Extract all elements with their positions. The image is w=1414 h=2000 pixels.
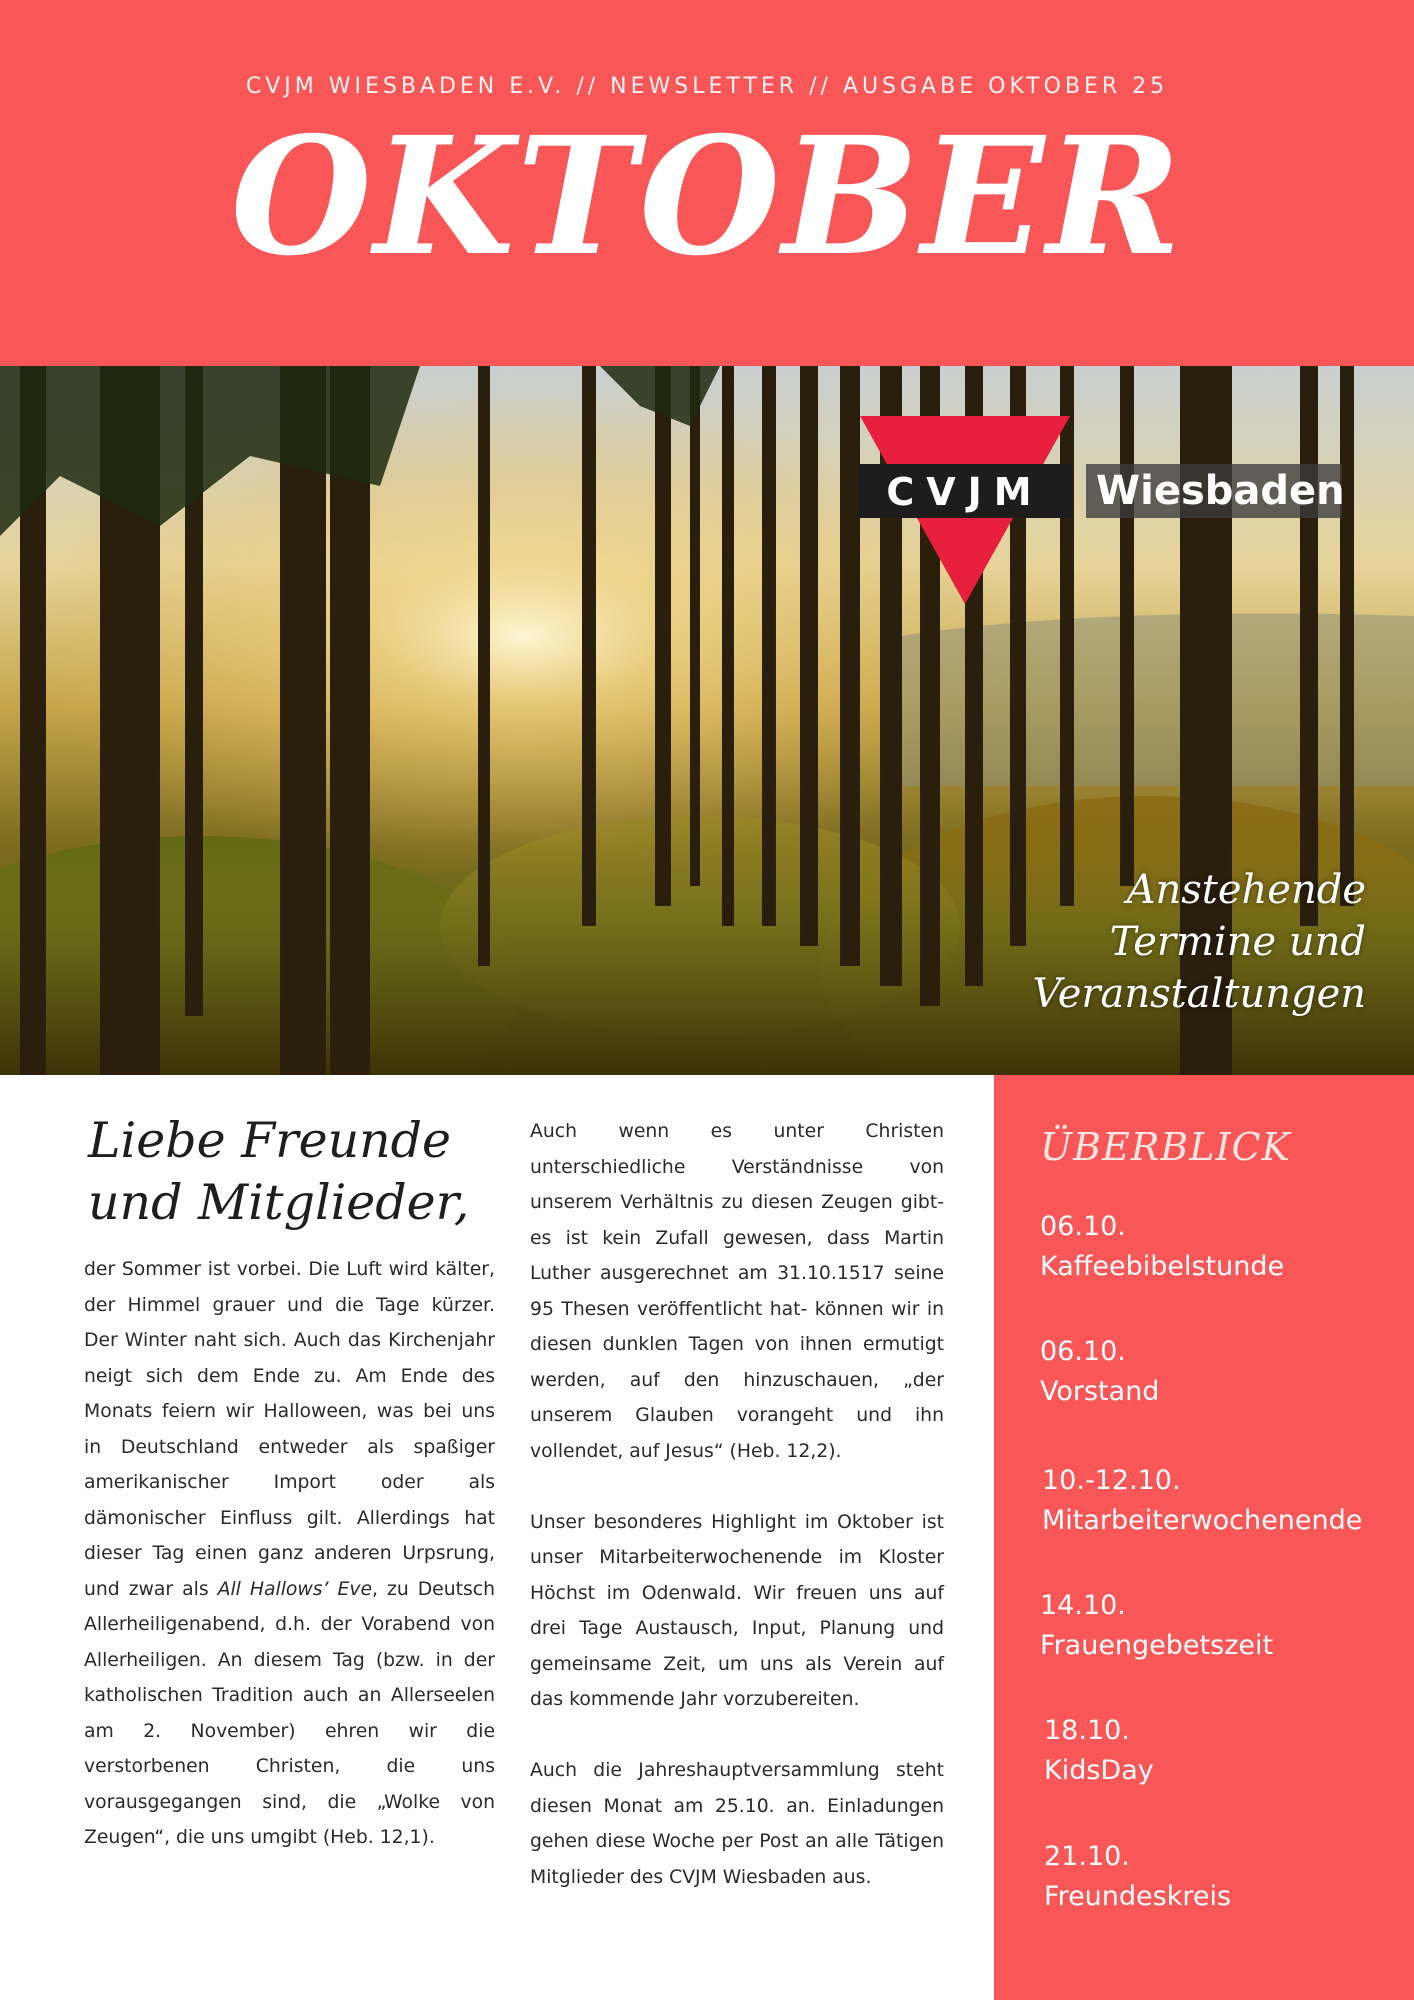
newsletter-kicker: CVJM WIESBADEN E.V. // NEWSLETTER // AUSGABE OKTOBER 25 <box>245 74 1169 99</box>
event-name: KidsDay <box>1044 1755 1154 1786</box>
event-date: 18.10. <box>1044 1715 1130 1746</box>
overview-sidebar <box>994 1075 1414 2000</box>
caption-line: Termine und <box>1109 919 1366 965</box>
greeting-line: Liebe Freunde <box>88 1112 452 1169</box>
event-item <box>1040 1332 1159 1412</box>
event-name: Frauengebetszeit <box>1040 1630 1274 1661</box>
event-item <box>1044 1711 1154 1791</box>
letter-column-1 <box>84 1252 495 1856</box>
overview-title: ÜBERBLICK <box>1040 1125 1291 1169</box>
hero-forest-image <box>0 366 1414 1075</box>
event-date: 10.-12.10. <box>1042 1465 1181 1496</box>
letter-column-2 <box>530 1114 944 1895</box>
emphasis-text: All Hallows’ Eve <box>217 1578 373 1600</box>
letter-paragraph: Auch die Jahreshauptversammlung steht diesen Monat am 25.10. an. Einladungen gehen diese Woche per Post an alle Tätigen Mitglieder des CVJM Wiesbaden aus. <box>530 1760 944 1888</box>
event-name: Vorstand <box>1040 1376 1160 1407</box>
logo-city: Wiesbaden <box>1086 464 1342 518</box>
hero-caption <box>966 864 1366 1020</box>
event-date: 06.10. <box>1040 1211 1126 1242</box>
caption-line: Anstehende <box>1126 867 1366 913</box>
event-name: Freundeskreis <box>1044 1881 1232 1912</box>
event-item <box>1040 1586 1273 1666</box>
letter-paragraph: Auch wenn es unter Christen unterschiedliche Verständnisse von unserem Verhältnis zu diesen Zeugen gibt- es ist kein Zufall gewesen, dass Martin Luther ausgerechnet am 31.10.1517 seine 95 Thesen veröffentlicht hat- können wir in diesen dunklen Tagen von ihnen ermutigt werden, auf den hinzuschauen, „der unserem Glauben vorangeht und ihn vollendet, auf Jesus“ (Heb. 12,2). <box>530 1121 944 1462</box>
page-title: OKTOBER <box>230 102 1184 292</box>
logo-word: CVJM <box>886 470 1044 514</box>
event-name: Mitarbeiterwochenende <box>1042 1505 1363 1536</box>
greeting-line: und Mitglieder, <box>88 1174 470 1231</box>
cvjm-logo <box>858 416 1348 606</box>
event-name: Kaffeebibelstunde <box>1040 1251 1285 1282</box>
event-item <box>1044 1837 1231 1917</box>
caption-line: Veranstaltungen <box>1032 971 1366 1017</box>
letter-paragraph: Unser besonderes Highlight im Oktober ist unser Mitarbeiterwochenende im Kloster Höchst im Odenwald. Wir freuen uns auf drei Tage Austausch, Input, Planung und gemeinsame Zeit, um uns als Verein auf das kommende Jahr vorzubereiten. <box>530 1511 944 1710</box>
event-date: 14.10. <box>1040 1590 1126 1621</box>
event-date: 06.10. <box>1040 1336 1126 1367</box>
text-run: , zu Deutsch Allerheiligenabend, d.h. der Vorabend von Allerheiligen. An diesem Tag (bzw. in der katholischen Tradition auch an Allerseelen am 2. November) ehren wir die verstorbenen Christen, die uns vorausgegangen sind, die „Wolke von Zeugen“, die uns umgibt (Heb. 12,1). <box>84 1578 495 1848</box>
event-item <box>1040 1207 1284 1287</box>
letter-greeting <box>88 1110 508 1234</box>
event-date: 21.10. <box>1044 1841 1130 1872</box>
text-run: der Sommer ist vorbei. Die Luft wird kälter, der Himmel grauer und die Tage kürzer. Der Winter naht sich. Auch das Kirchenjahr neigt sich dem Ende zu. Am Ende des Monats feiern wir Halloween, was bei uns in Deutschland entweder als spaßiger amerikanischer Import oder als dämonischer Einfluss gilt. Allerdings hat dieser Tag einen ganz anderen Urpsrung, und zwar als <box>84 1259 495 1600</box>
header-band <box>0 0 1414 366</box>
event-item <box>1042 1461 1362 1541</box>
letter-paragraph <box>84 1252 495 1856</box>
